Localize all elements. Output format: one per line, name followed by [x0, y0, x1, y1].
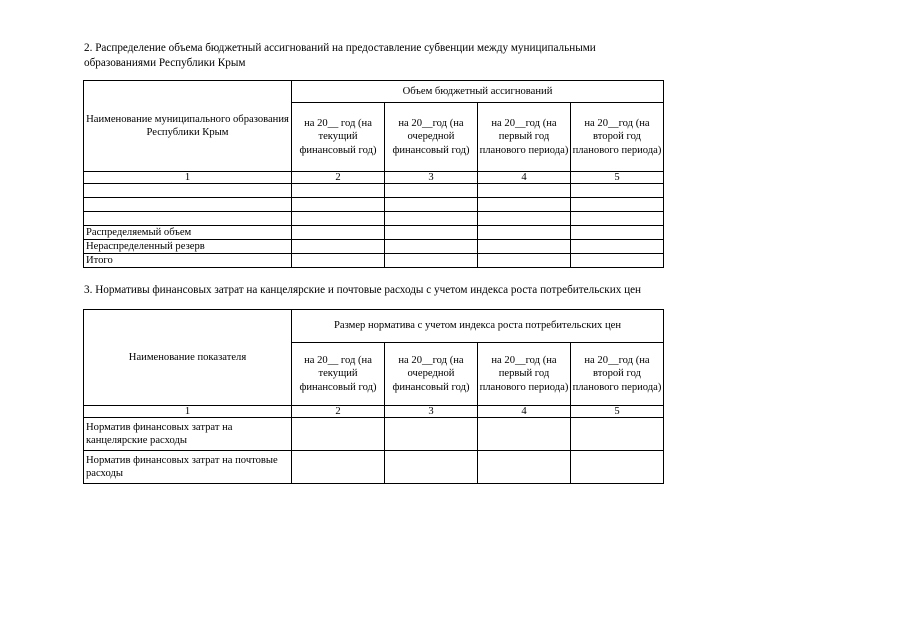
year-header-plan-2: на 20__год (на второй год планового периода) [571, 103, 664, 172]
expense-norms-table [83, 309, 664, 484]
row-label-undistributed-reserve: Нераспределенный резерв [84, 240, 292, 254]
table-cell[interactable] [292, 418, 385, 451]
table-cell[interactable] [478, 226, 571, 240]
table-cell[interactable] [571, 418, 664, 451]
table-cell[interactable] [385, 184, 478, 198]
table-cell[interactable] [478, 240, 571, 254]
table-cell[interactable] [292, 184, 385, 198]
year-header-current: на 20__ год (на текущий финансовый год) [292, 343, 385, 406]
column-number-row [84, 172, 664, 184]
budget-volume-header: Объем бюджетный ассигнований [292, 81, 664, 103]
table-cell[interactable] [385, 226, 478, 240]
table-cell[interactable] [571, 451, 664, 484]
table-row [84, 451, 664, 484]
table-cell[interactable] [84, 198, 292, 212]
table-cell[interactable] [292, 240, 385, 254]
table-cell[interactable] [571, 212, 664, 226]
table-cell[interactable] [292, 451, 385, 484]
year-header-plan-1: на 20__год (на первый год планового периода) [478, 343, 571, 406]
table-cell[interactable] [292, 198, 385, 212]
budget-distribution-table [83, 80, 664, 268]
table-cell[interactable] [385, 240, 478, 254]
section-3-heading: 3. Нормативы финансовых затрат на канцелярские и почтовые расходы с учетом индекса роста потребительских цен [84, 284, 642, 296]
table-cell[interactable] [385, 451, 478, 484]
column-number-row [84, 406, 664, 418]
table-cell[interactable] [385, 418, 478, 451]
row-label-distributed-volume: Распределяемый объем [84, 226, 292, 240]
table-row [84, 184, 664, 198]
section-2-heading-line1: 2. Распределение объема бюджетный ассигнований на предоставление субвенции между муниципальными [84, 42, 596, 54]
table-row [84, 198, 664, 212]
municipality-name-header: Наименование муниципального образования Республики Крым [84, 81, 292, 172]
column-number: 5 [571, 172, 664, 184]
table-cell[interactable] [571, 240, 664, 254]
table-cell[interactable] [571, 226, 664, 240]
row-label-postal-expenses: Норматив финансовых затрат на почтовые расходы [84, 451, 292, 484]
table-cell[interactable] [571, 184, 664, 198]
table-row [84, 418, 664, 451]
table-cell[interactable] [571, 198, 664, 212]
table-cell[interactable] [292, 226, 385, 240]
column-number: 4 [478, 172, 571, 184]
table-cell[interactable] [385, 198, 478, 212]
column-number: 1 [84, 406, 292, 418]
table-row [84, 226, 664, 240]
section-2-heading-line2: образованиями Республики Крым [84, 57, 246, 69]
table-row [84, 212, 664, 226]
section-2-heading [84, 41, 684, 71]
table-cell[interactable] [478, 451, 571, 484]
year-header-current: на 20__ год (на текущий финансовый год) [292, 103, 385, 172]
column-number: 3 [385, 172, 478, 184]
table-row [84, 254, 664, 268]
column-number: 1 [84, 172, 292, 184]
table-cell[interactable] [571, 254, 664, 268]
column-number: 2 [292, 172, 385, 184]
table-cell[interactable] [84, 184, 292, 198]
year-header-plan-1: на 20__год (на первый год планового периода) [478, 103, 571, 172]
table-cell[interactable] [478, 184, 571, 198]
year-header-next: на 20__год (на очередной финансовый год) [385, 103, 478, 172]
column-number: 4 [478, 406, 571, 418]
row-label-total: Итого [84, 254, 292, 268]
table-cell[interactable] [292, 212, 385, 226]
table-cell[interactable] [478, 418, 571, 451]
table-cell[interactable] [385, 254, 478, 268]
table-cell[interactable] [478, 198, 571, 212]
table-cell[interactable] [84, 212, 292, 226]
table-cell[interactable] [478, 254, 571, 268]
column-number: 5 [571, 406, 664, 418]
norm-size-header: Размер норматива с учетом индекса роста потребительских цен [292, 310, 664, 343]
year-header-plan-2: на 20__год (на второй год планового периода) [571, 343, 664, 406]
column-number: 2 [292, 406, 385, 418]
indicator-name-header: Наименование показателя [84, 310, 292, 406]
column-number: 3 [385, 406, 478, 418]
table-cell[interactable] [292, 254, 385, 268]
table-cell[interactable] [385, 212, 478, 226]
year-header-next: на 20__год (на очередной финансовый год) [385, 343, 478, 406]
table-row [84, 240, 664, 254]
row-label-office-expenses: Норматив финансовых затрат на канцелярские расходы [84, 418, 292, 451]
table-cell[interactable] [478, 212, 571, 226]
